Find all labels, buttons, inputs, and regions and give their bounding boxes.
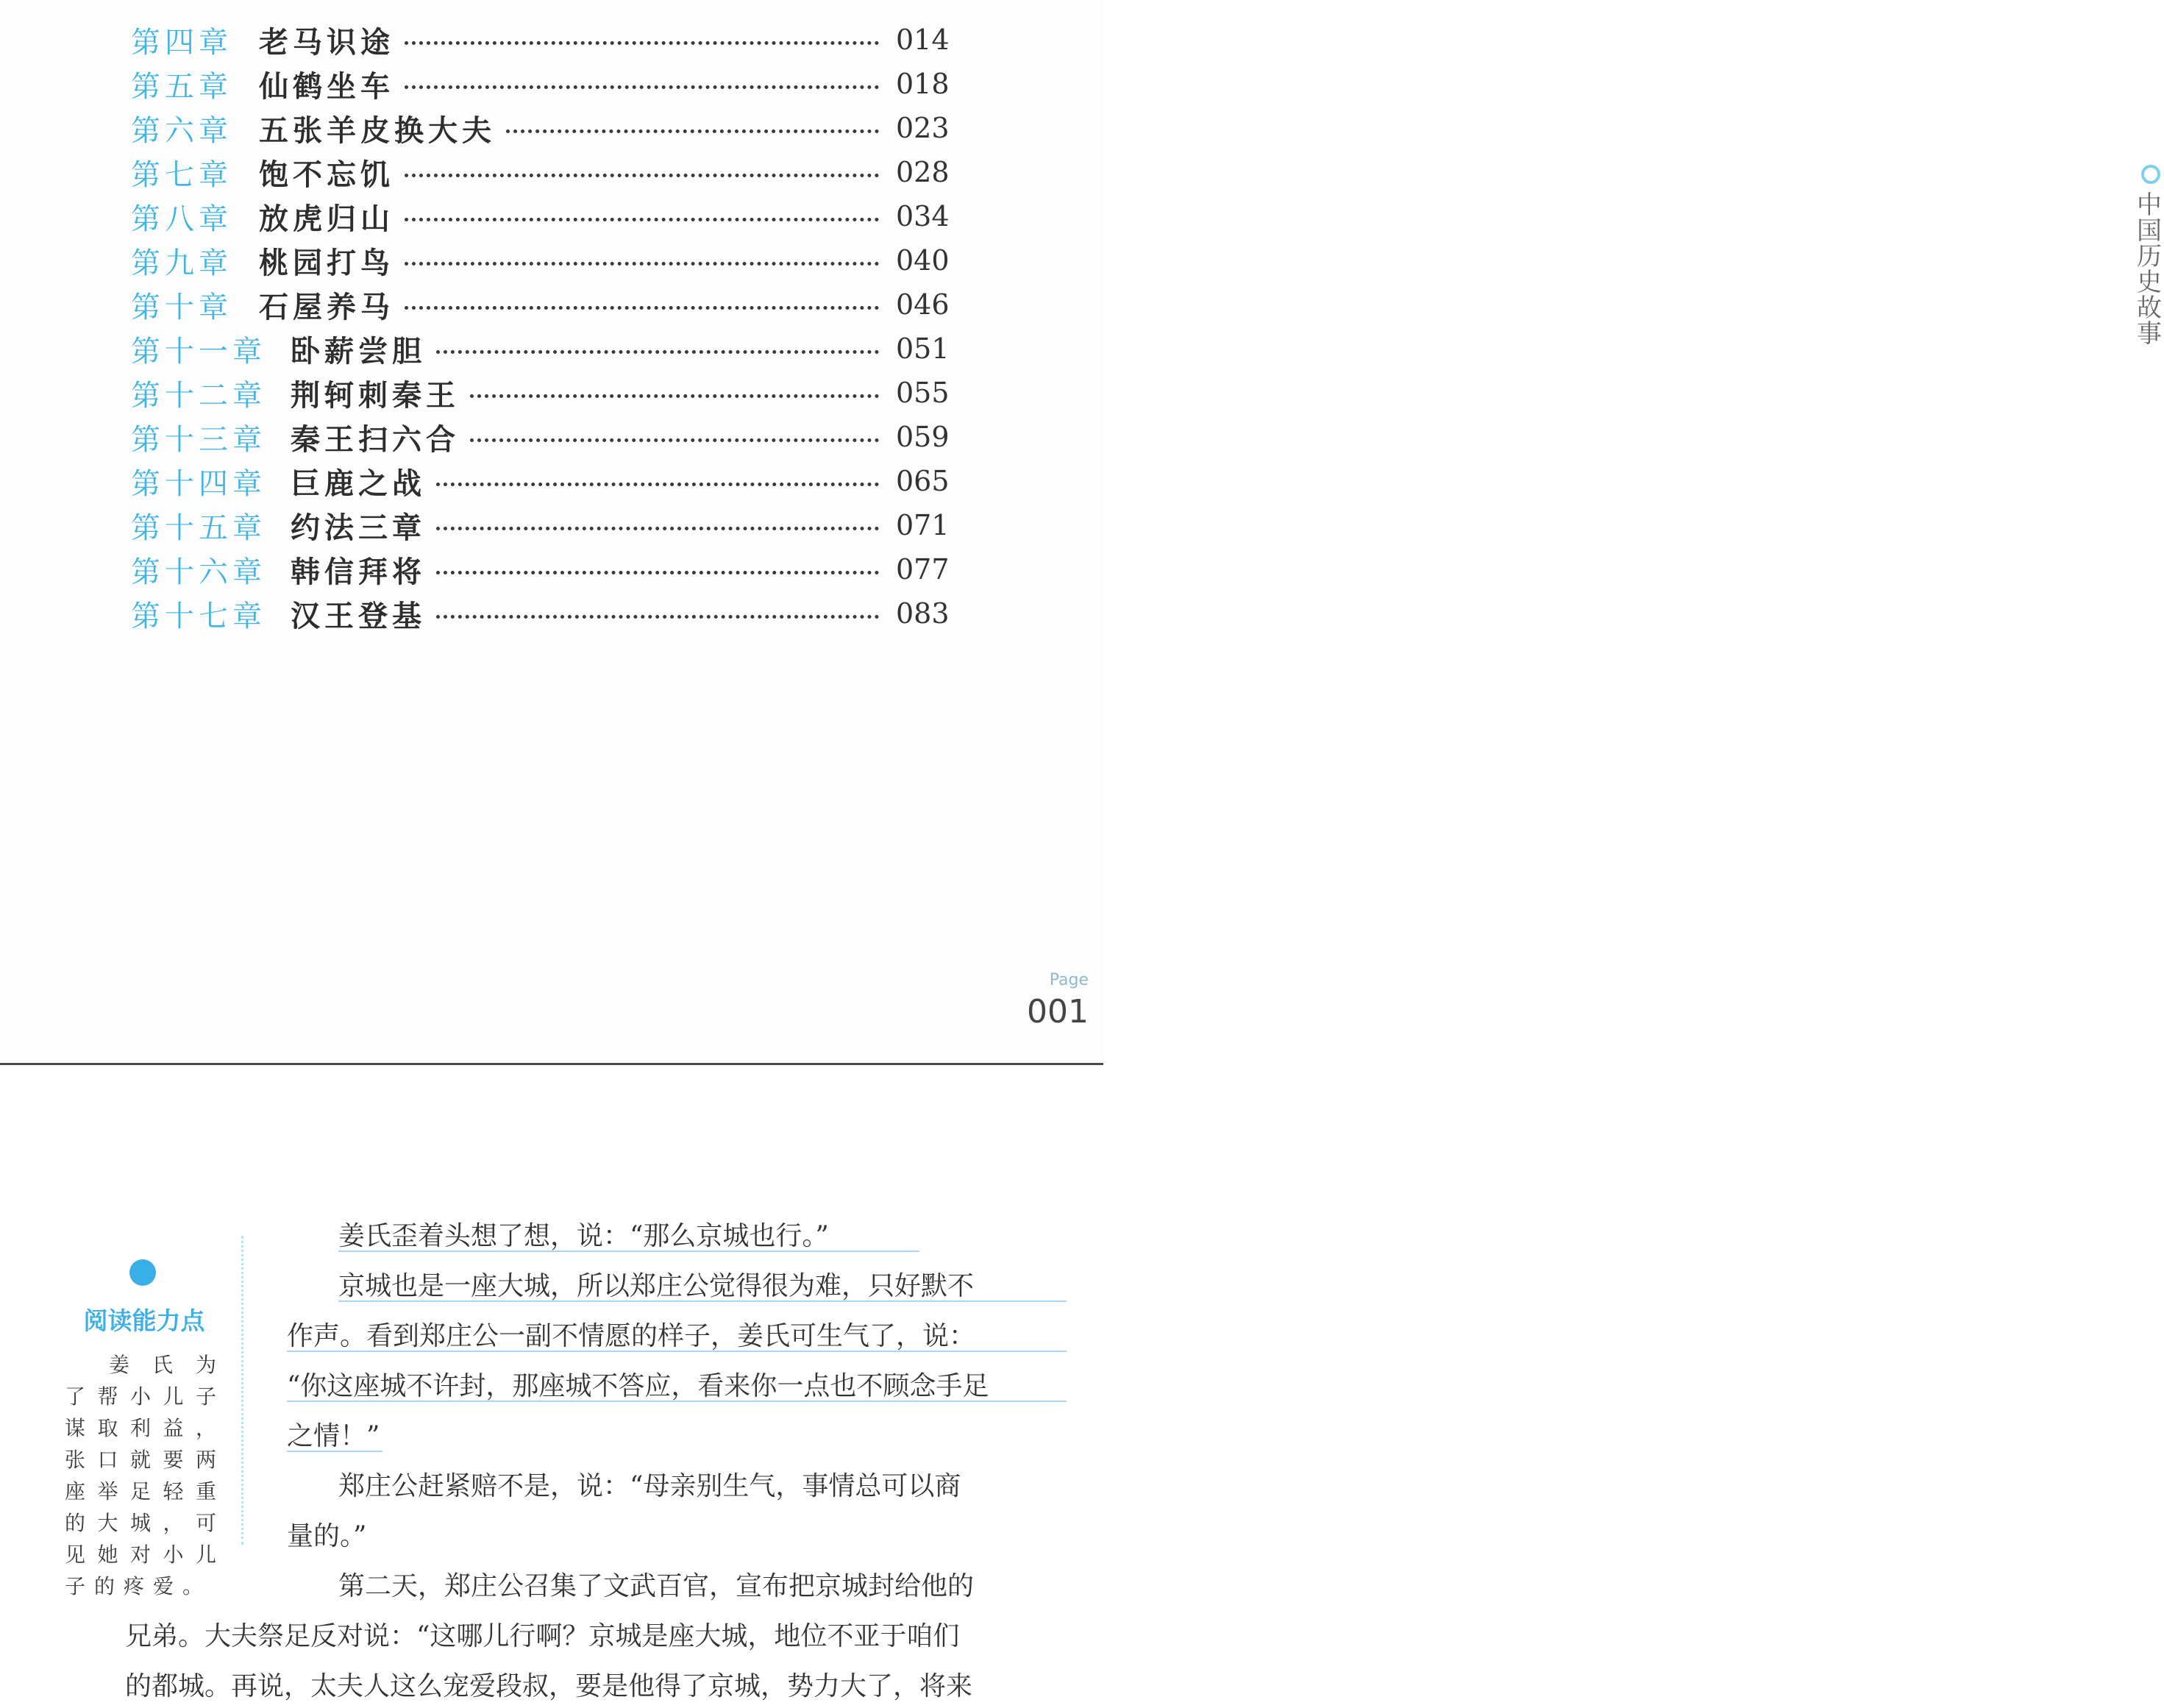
toc-leader-dots — [405, 306, 879, 310]
toc-leader-dots — [436, 350, 879, 354]
story-text: 量的。” — [287, 1521, 367, 1551]
story-text: 之情！” — [287, 1421, 380, 1451]
story-text-line — [125, 1612, 1067, 1651]
toc-chapter-label: 第五章 — [131, 70, 232, 104]
story-text-line — [338, 1562, 1067, 1601]
toc-page-number: 065 — [896, 465, 950, 497]
toc-page-number: 046 — [896, 288, 950, 321]
toc-entry[interactable] — [0, 593, 956, 637]
story-text-line — [338, 1212, 919, 1252]
story-text-line — [287, 1362, 1067, 1402]
story-text-line — [287, 1512, 390, 1551]
toc-page-number: 055 — [896, 377, 950, 409]
story-text-line — [338, 1462, 1067, 1501]
toc-chapter-label: 第十七章 — [131, 599, 266, 633]
toc-chapter-title: 巨鹿之战 — [291, 466, 426, 501]
toc-leader-dots — [470, 438, 879, 442]
toc-chapter-label: 第七章 — [131, 158, 232, 192]
toc-leader-dots — [436, 483, 879, 486]
story-text-line — [125, 1662, 1067, 1701]
toc-chapter-label: 第六章 — [131, 114, 232, 148]
story-text: 郑庄公赶紧赔不是，说：“母亲别生气，事情总可以商 — [338, 1471, 961, 1501]
toc-page-number: 018 — [896, 68, 950, 100]
toc-leader-dots — [436, 615, 879, 619]
toc-entry[interactable] — [0, 107, 956, 152]
toc-page-number: 059 — [896, 421, 950, 453]
toc-chapter-title: 石屋养马 — [259, 290, 394, 324]
circle-icon — [2141, 165, 2160, 184]
toc-chapter-title: 韩信拜将 — [291, 555, 426, 589]
toc-leader-dots — [405, 174, 879, 177]
toc-chapter-label: 第十四章 — [131, 467, 266, 501]
toc-leader-dots — [405, 218, 879, 221]
toc-chapter-label: 第十六章 — [131, 555, 266, 589]
story-text: 京城也是一座大城，所以郑庄公觉得很为难，只好默不 — [338, 1271, 975, 1301]
toc-chapter-title: 秦王扫六合 — [291, 422, 460, 457]
sidebar-note: 姜氏为了帮小儿子谋取利益，张口就要两座举足轻重的大城，可见她对小儿子的疼爱。 — [65, 1353, 225, 1598]
toc-entry[interactable] — [0, 372, 956, 416]
toc-page-number: 077 — [896, 553, 950, 586]
toc-entry[interactable] — [0, 416, 956, 460]
toc-chapter-title: 仙鹤坐车 — [259, 69, 394, 104]
toc-entry[interactable] — [0, 63, 956, 107]
toc-leader-dots — [470, 394, 879, 398]
toc-entry[interactable] — [0, 328, 956, 372]
story-page — [0, 1065, 1103, 1708]
toc-entry[interactable] — [0, 196, 956, 240]
toc-chapter-title: 汉王登基 — [291, 599, 426, 633]
toc-page-number: 023 — [896, 112, 950, 144]
toc-entry[interactable] — [0, 460, 956, 505]
story-text: 的都城。再说，太夫人这么宠爱段叔，要是他得了京城，势力大了，将来 — [125, 1671, 973, 1701]
toc-page-number: 051 — [896, 332, 950, 365]
toc-chapter-label: 第十章 — [131, 291, 232, 324]
toc-chapter-label: 第十一章 — [131, 335, 266, 369]
toc-chapter-title: 桃园打鸟 — [259, 246, 394, 280]
toc-entry[interactable] — [0, 505, 956, 549]
story-text-line — [287, 1312, 1067, 1352]
toc-chapter-label: 第十二章 — [131, 379, 266, 413]
toc-leader-dots — [436, 527, 879, 530]
toc-chapter-title: 卧薪尝胆 — [291, 334, 426, 369]
story-text: 作声。看到郑庄公一副不情愿的样子，姜氏可生气了，说： — [287, 1321, 976, 1351]
toc-chapter-label: 第十五章 — [131, 511, 266, 545]
sidebar-divider — [241, 1236, 243, 1545]
page-label: Page — [1049, 971, 1089, 989]
story-text-line — [338, 1262, 1067, 1302]
story-text: 兄弟。大夫祭足反对说：“这哪儿行啊？京城是座大城，地位不亚于咱们 — [125, 1621, 960, 1651]
toc-chapter-title: 老马识途 — [259, 25, 394, 60]
toc-page-number: 040 — [896, 244, 950, 277]
toc-page-number: 014 — [896, 24, 950, 56]
toc-chapter-title: 约法三章 — [291, 510, 426, 545]
story-text: “你这座城不许封，那座城不答应，看来你一点也不顾念手足 — [287, 1371, 989, 1401]
toc-leader-dots — [405, 262, 879, 266]
toc-page-number: 071 — [896, 509, 950, 541]
circle-bullet-icon — [129, 1259, 156, 1286]
toc-entry[interactable] — [0, 19, 956, 63]
toc-chapter-label: 第八章 — [131, 202, 232, 236]
toc-entry[interactable] — [0, 284, 956, 328]
toc-entry[interactable] — [0, 549, 956, 593]
toc-chapter-label: 第九章 — [131, 246, 232, 280]
toc-entry[interactable] — [0, 152, 956, 196]
page-number: 001 — [1027, 993, 1089, 1031]
toc-chapter-label: 第十三章 — [131, 423, 266, 457]
toc-entry[interactable] — [0, 240, 956, 284]
toc-page-number: 083 — [896, 597, 950, 630]
story-text-line — [287, 1412, 382, 1452]
toc-chapter-label: 第四章 — [131, 26, 232, 60]
toc-page-number: 034 — [896, 200, 950, 232]
story-text: 第二天，郑庄公召集了文武百官，宣布把京城封给他的 — [338, 1571, 975, 1601]
sidebar-heading: 阅读能力点 — [83, 1306, 205, 1335]
toc-leader-dots — [405, 85, 879, 89]
toc-chapter-title: 饱不忘饥 — [259, 157, 394, 192]
toc-chapter-title: 放虎归山 — [259, 202, 394, 236]
story-text: 姜氏歪着头想了想，说：“那么京城也行。” — [338, 1221, 829, 1251]
toc-leader-dots — [405, 41, 879, 45]
toc-leader-dots — [436, 571, 879, 574]
toc-chapter-title: 五张羊皮换大夫 — [259, 113, 496, 148]
toc-page-number: 028 — [896, 156, 950, 188]
series-title: 中国历史故事 — [2137, 191, 2162, 349]
toc-leader-dots — [506, 129, 879, 133]
toc-chapter-title: 荆轲刺秦王 — [291, 378, 460, 413]
